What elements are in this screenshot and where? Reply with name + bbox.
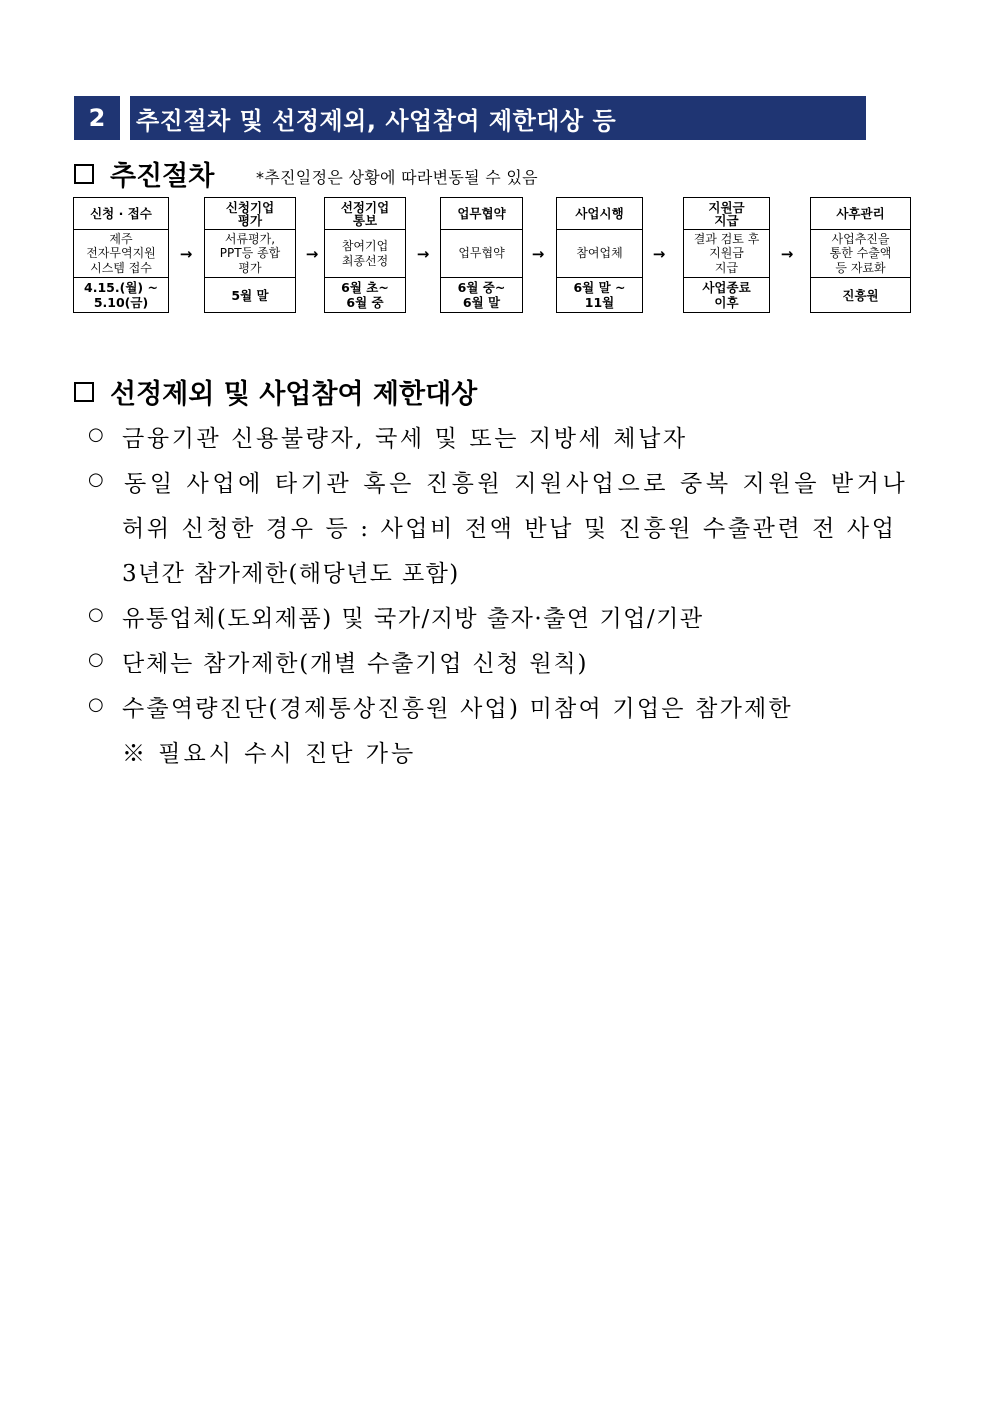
step-head: 업무협약 (441, 198, 522, 230)
arrow-icon: → (780, 245, 794, 263)
restriction-item-continued: 3년간 참가제한(해당년도 포함) (122, 561, 460, 587)
flow-step-evaluation (204, 197, 296, 313)
bullet-icon: ○ (88, 424, 104, 445)
schedule-note: *추진일정은 상황에 따라변동될 수 있음 (256, 168, 538, 187)
step-body: 업무협약 (441, 230, 522, 278)
bullet-icon: ○ (88, 649, 104, 670)
arrow-icon: → (652, 245, 666, 263)
checkbox-icon (74, 164, 94, 184)
flow-step-notice (324, 197, 406, 313)
step-date: 6월 말 ~ 11월 (573, 280, 626, 310)
step-date: 6월 초~ 6월 중 (341, 280, 389, 310)
step-body: 참여기업 최종선정 (325, 230, 405, 278)
restriction-item: 수출역량진단(경제통상진흥원 사업) 미참여 기업은 참가제한 (122, 696, 793, 722)
step-body: 사업추진을 통한 수출액 등 자료화 (811, 230, 910, 278)
step-head: 지원금 지급 (684, 198, 769, 230)
step-head: 신청기업 평가 (205, 198, 295, 230)
flow-step-apply (73, 197, 169, 313)
step-head: 사업시행 (557, 198, 642, 230)
step-date: 사업종료 이후 (702, 280, 751, 310)
bullet-icon: ○ (88, 604, 104, 625)
footnote: ※ 필요시 수시 진단 가능 (122, 741, 417, 767)
restriction-item: 유통업체(도외제품) 및 국가/지방 출자·출연 기업/기관 (122, 606, 704, 632)
step-head: 사후관리 (811, 198, 910, 230)
restrictions-heading (74, 372, 477, 411)
arrow-icon: → (531, 245, 545, 263)
section-number: 2 (74, 96, 120, 140)
flow-step-followup (810, 197, 911, 313)
section-title: 추진절차 및 선정제외, 사업참여 제한대상 등 (130, 96, 866, 140)
step-date: 진흥원 (842, 287, 879, 303)
restriction-item: 단체는 참가제한(개별 수출기업 신청 원칙) (122, 651, 589, 677)
flow-step-payment (683, 197, 770, 313)
step-head: 선정기업 통보 (325, 198, 405, 230)
restrictions-heading-text: 선정제외 및 사업참여 제한대상 (110, 379, 478, 410)
restriction-item-continued: 허위 신청한 경우 등 : 사업비 전액 반납 및 진흥원 수출관련 전 사업 (122, 516, 897, 542)
arrow-icon: → (179, 245, 193, 263)
step-body: 서류평가, PPT등 종합 평가 (205, 230, 295, 278)
step-head: 신청 · 접수 (74, 198, 168, 230)
procedure-heading-text: 추진절차 (110, 161, 215, 192)
procedure-heading (74, 154, 214, 193)
bullet-icon: ○ (88, 469, 104, 490)
bullet-icon: ○ (88, 694, 104, 715)
arrow-icon: → (416, 245, 430, 263)
checkbox-icon (74, 382, 94, 402)
step-body: 참여업체 (557, 230, 642, 278)
arrow-icon: → (305, 245, 319, 263)
restriction-item: 금융기관 신용불량자, 국세 및 또는 지방세 체납자 (122, 426, 688, 452)
step-date: 5월 말 (231, 287, 269, 303)
step-body: 결과 검토 후 지원금 지급 (684, 230, 769, 278)
step-date: 4.15.(월) ~ 5.10(금) (84, 280, 158, 310)
flow-step-execution (556, 197, 643, 313)
restriction-item: 동일 사업에 타기관 혹은 진흥원 지원사업으로 중복 지원을 받거나 (124, 471, 909, 497)
step-date: 6월 중~ 6월 말 (457, 280, 506, 310)
step-body: 제주 전자무역지원 시스템 접수 (74, 230, 168, 278)
flow-step-agreement (440, 197, 523, 313)
